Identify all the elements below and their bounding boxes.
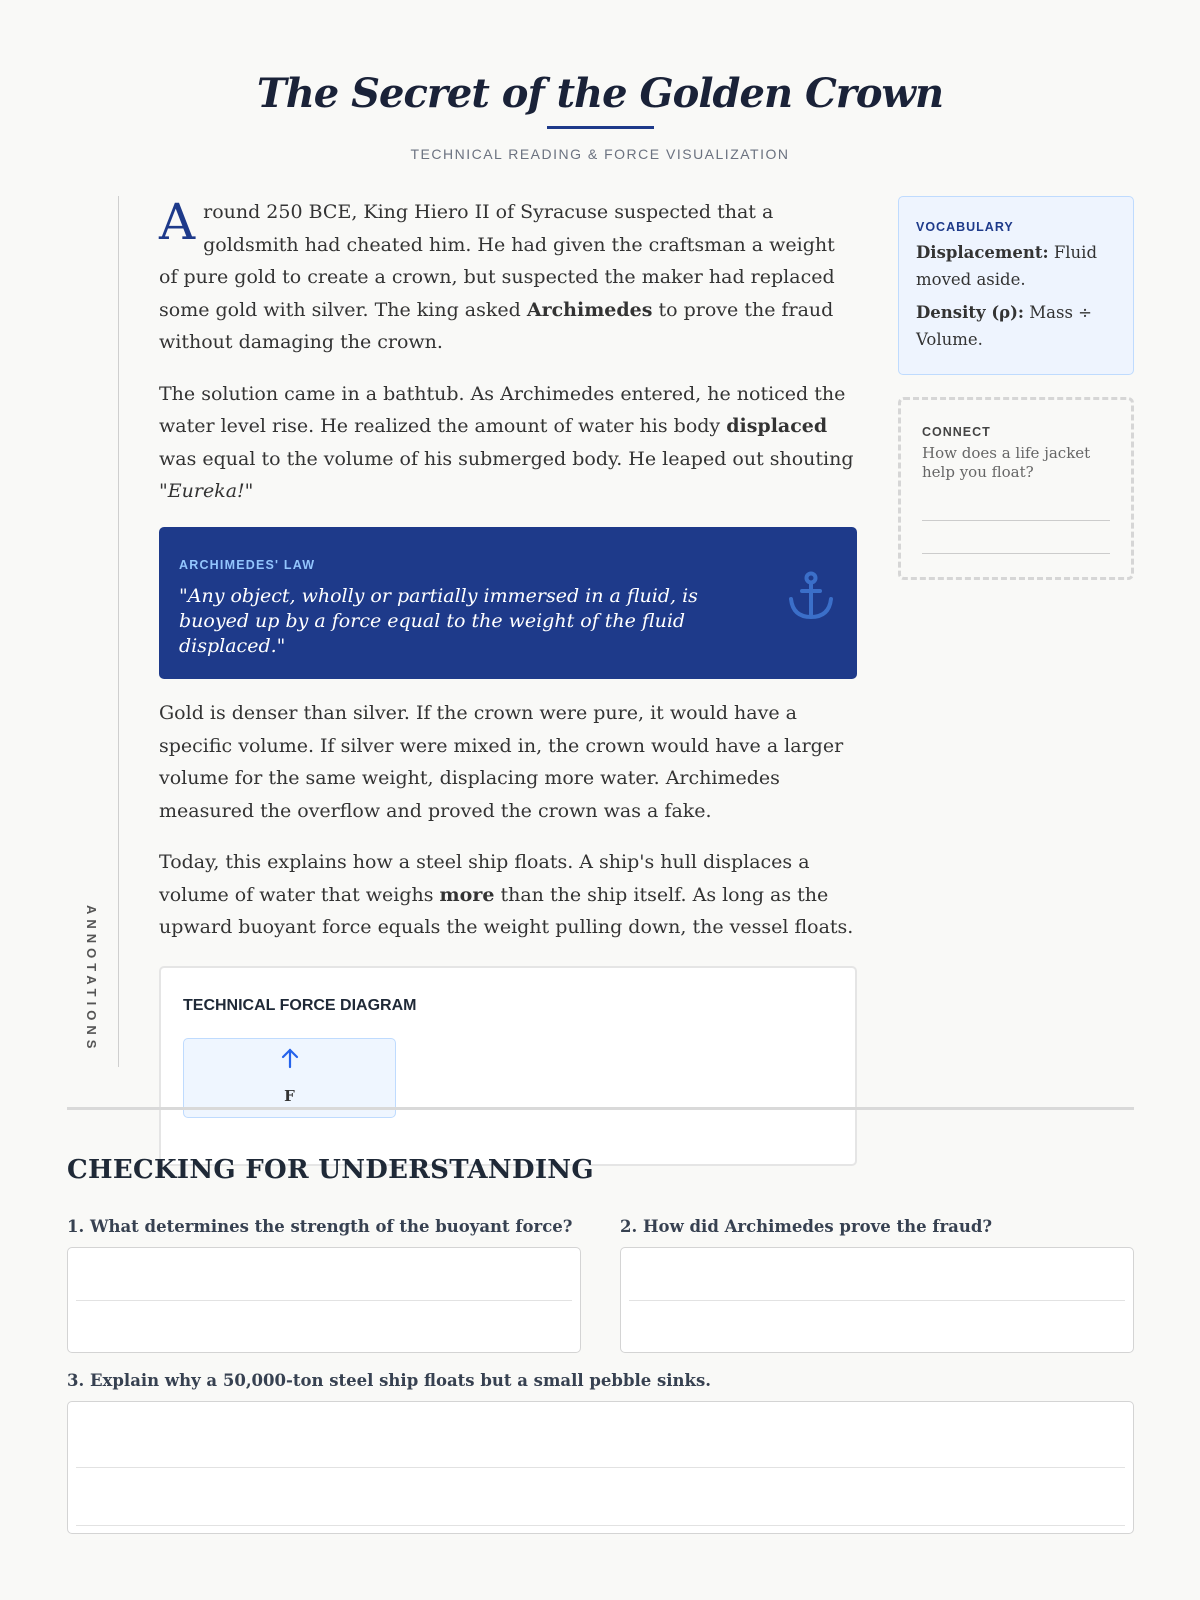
connect-label: CONNECT — [922, 425, 991, 439]
text: was equal to the volume of his submerged body. He leaped out shouting " — [159, 447, 854, 502]
vocab-term — [916, 299, 1116, 353]
text: " — [244, 480, 254, 502]
text: The solution came in a bathtub. As Archimedes entered, he noticed the water level rise. He realized the amount of water his body — [159, 382, 846, 437]
arrow-up-icon — [279, 1052, 301, 1074]
text: round 250 BCE, King Hiero II of Syracuse suspected that a goldsmith had cheated him. He had given the craftsman a weight of pure gold to create a crown, but suspected the maker had replaced some gold with silver. The king asked — [159, 201, 835, 321]
paragraph-2 — [159, 378, 857, 508]
answer-box-2[interactable] — [620, 1247, 1134, 1353]
paragraph-4 — [159, 846, 857, 944]
page-title: The Secret of the Golden Crown — [256, 70, 944, 117]
annotations-label: ANNOTATIONS — [84, 905, 99, 1054]
vocab-term — [916, 239, 1116, 293]
vocabulary-box — [898, 196, 1134, 375]
italic-text: Eureka! — [167, 480, 245, 502]
force-label: F — [284, 1086, 295, 1105]
text: than the ship itself. As long as the upward buoyant force equals the weight pulling down, the vessel floats. — [159, 883, 854, 938]
text: Today, this explains how a steel ship floats. A ship's hull displaces a volume of water that weighs — [159, 851, 810, 906]
answer-box-1[interactable] — [67, 1247, 581, 1353]
text: to prove the fraud without damaging the crown. — [159, 298, 834, 353]
vocabulary-label: VOCABULARY — [916, 220, 1014, 234]
definition: Mass ÷ Volume. — [916, 303, 1092, 349]
buoyant-force-box — [183, 1038, 396, 1118]
bold-term: more — [439, 883, 495, 906]
archimedes-law-callout — [159, 527, 857, 680]
question-3: 3. Explain why a 50,000-ton steel ship floats but a small pebble sinks. — [67, 1371, 712, 1390]
check-heading: CHECKING FOR UNDERSTANDING — [67, 1155, 594, 1185]
connect-question: How does a life jacket help you float? — [922, 444, 1091, 481]
page-subtitle: TECHNICAL READING & FORCE VISUALIZATION — [410, 146, 790, 162]
paragraph-3: Gold is denser than silver. If the crown were pure, it would have a specific volume. If silver were mixed in, the crown would have a larger volume for the same weight, displacing more water. Archimedes measured the overflow and proved the crown was a fake. — [159, 702, 844, 822]
section-divider — [67, 1107, 1134, 1110]
law-quote: "Any object, wholly or partially immersed in a fluid, is buoyed up by a force equal to the weight of the fluid displaced." — [179, 585, 698, 657]
drop-cap: A — [159, 193, 196, 251]
annotations-margin-line — [118, 196, 119, 1067]
force-diagram — [159, 966, 857, 1166]
definition: Fluid moved aside. — [916, 243, 1098, 289]
bold-term: Archimedes — [526, 298, 653, 321]
question-2: 2. How did Archimedes prove the fraud? — [620, 1217, 993, 1236]
anchor-icon — [787, 571, 835, 632]
term: Displacement: — [916, 243, 1049, 262]
writing-line[interactable] — [922, 520, 1110, 521]
connect-box — [898, 397, 1134, 580]
bold-term: displaced — [726, 415, 828, 437]
term: Density (ρ): — [916, 303, 1024, 322]
answer-box-3[interactable] — [67, 1401, 1134, 1534]
paragraph-1 — [159, 193, 857, 359]
law-label: ARCHIMEDES' LAW — [179, 557, 316, 572]
title-underline — [547, 126, 654, 129]
diagram-title: TECHNICAL FORCE DIAGRAM — [183, 996, 417, 1014]
question-1: 1. What determines the strength of the buoyant force? — [67, 1217, 573, 1236]
article-body — [159, 193, 857, 1105]
writing-line[interactable] — [922, 553, 1110, 554]
